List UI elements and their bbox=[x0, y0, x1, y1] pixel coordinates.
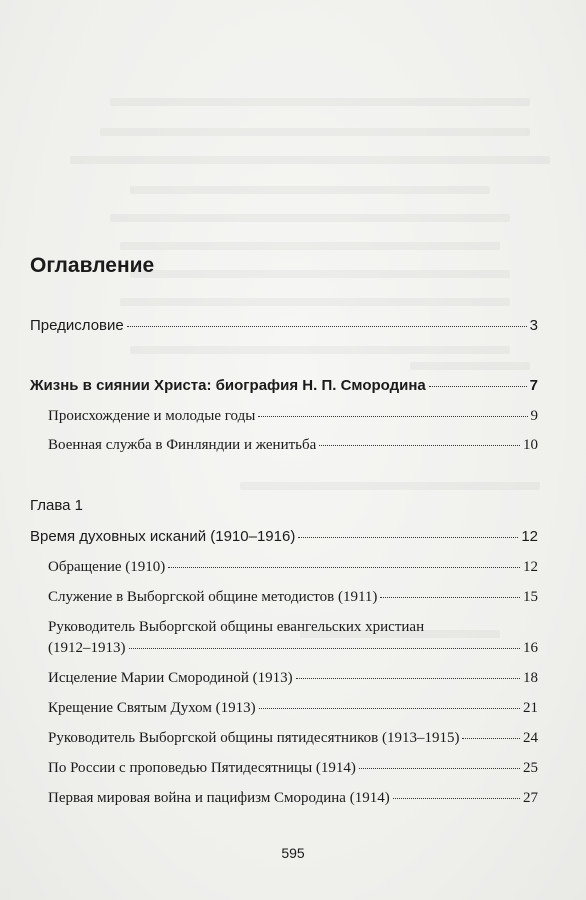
toc-entry-page: 15 bbox=[523, 589, 538, 605]
bleed-through-line bbox=[120, 242, 500, 250]
bleed-through-line bbox=[120, 298, 510, 306]
dot-leader bbox=[462, 738, 520, 739]
toc-entry-title: Крещение Святым Духом (1913) bbox=[48, 700, 256, 716]
toc-entry-title: Предисловие bbox=[30, 317, 124, 334]
toc-entry-title: Обращение (1910) bbox=[48, 559, 166, 575]
toc-entry-page: 10 bbox=[523, 437, 538, 453]
bleed-through-line bbox=[240, 482, 540, 490]
dot-leader bbox=[319, 445, 520, 446]
bleed-through-line bbox=[110, 98, 530, 106]
dot-leader bbox=[380, 597, 520, 598]
bleed-through-line bbox=[130, 346, 510, 354]
dot-leader bbox=[393, 798, 520, 799]
toc-entry-title: Руководитель Выборгской общины пятидесятников (1913–1915) bbox=[48, 730, 460, 746]
dot-leader bbox=[359, 768, 520, 769]
toc-title: Оглавление bbox=[30, 254, 155, 277]
toc-entry-page: 16 bbox=[523, 640, 538, 656]
dot-leader bbox=[429, 386, 527, 387]
toc-entry-page: 12 bbox=[521, 528, 538, 545]
toc-entry-title: Исцеление Марии Смородиной (1913) bbox=[48, 670, 293, 686]
toc-entry-page: 3 bbox=[529, 317, 538, 334]
toc-entry-page: 24 bbox=[523, 730, 538, 746]
toc-entry-ww1-pacifism[interactable] bbox=[48, 790, 538, 807]
dot-leader bbox=[258, 416, 527, 417]
toc-entry-page: 18 bbox=[523, 670, 538, 686]
toc-entry-healing[interactable] bbox=[48, 670, 538, 687]
toc-entry-page: 7 bbox=[529, 377, 538, 394]
toc-entry-title: Военная служба в Финляндии и женитьба bbox=[48, 437, 317, 453]
bleed-through-line bbox=[130, 186, 490, 194]
dot-leader bbox=[296, 678, 520, 679]
toc-entry-evangelical-leader[interactable] bbox=[48, 640, 538, 657]
bleed-through-line bbox=[410, 362, 530, 370]
dot-leader bbox=[129, 648, 521, 649]
dot-leader bbox=[259, 708, 520, 709]
toc-entry-conversion[interactable] bbox=[48, 559, 538, 576]
toc-entry-page: 25 bbox=[523, 760, 538, 776]
toc-entry-origin[interactable] bbox=[48, 408, 538, 425]
toc-entry-pentecostal-leader[interactable] bbox=[48, 730, 538, 747]
toc-entry-military-service[interactable] bbox=[48, 437, 538, 454]
toc-entry-title: Происхождение и молодые годы bbox=[48, 408, 256, 424]
toc-entry-biography[interactable] bbox=[30, 377, 538, 394]
bleed-through-line bbox=[100, 128, 530, 136]
toc-entry-title: Служение в Выборгской общине методистов (1911) bbox=[48, 589, 378, 605]
bleed-through-line bbox=[70, 156, 550, 164]
toc-entry-title: (1912–1913) bbox=[48, 640, 126, 656]
toc-entry-russia-preaching[interactable] bbox=[48, 760, 538, 777]
bleed-through-line bbox=[130, 270, 510, 278]
page-number: 595 bbox=[281, 845, 305, 861]
toc-entry-spirit-baptism[interactable] bbox=[48, 700, 538, 717]
toc-entry-page: 9 bbox=[530, 408, 538, 424]
toc-entry-title: Первая мировая война и пацифизм Смородина (1914) bbox=[48, 790, 390, 806]
toc-entry-title: По России с проповедью Пятидесятницы (1914) bbox=[48, 760, 356, 776]
toc-entry-title: Жизнь в сиянии Христа: биография Н. П. Смородина bbox=[30, 377, 426, 394]
dot-leader bbox=[168, 567, 520, 568]
dot-leader bbox=[127, 326, 527, 327]
bleed-through-line bbox=[110, 214, 510, 222]
toc-entry-preface[interactable] bbox=[30, 317, 538, 334]
toc-entry-title: Время духовных исканий (1910–1916) bbox=[30, 528, 296, 545]
toc-entry-page: 27 bbox=[523, 790, 538, 806]
chapter-label: Глава 1 bbox=[30, 497, 84, 514]
toc-entry-methodist-service[interactable] bbox=[48, 589, 538, 606]
dot-leader bbox=[298, 537, 518, 538]
toc-entry-chapter-1[interactable] bbox=[30, 528, 538, 545]
toc-entry-page: 21 bbox=[523, 700, 538, 716]
toc-entry-title-line[interactable]: Руководитель Выборгской общины евангельских христиан bbox=[48, 619, 425, 635]
toc-entry-page: 12 bbox=[523, 559, 538, 575]
